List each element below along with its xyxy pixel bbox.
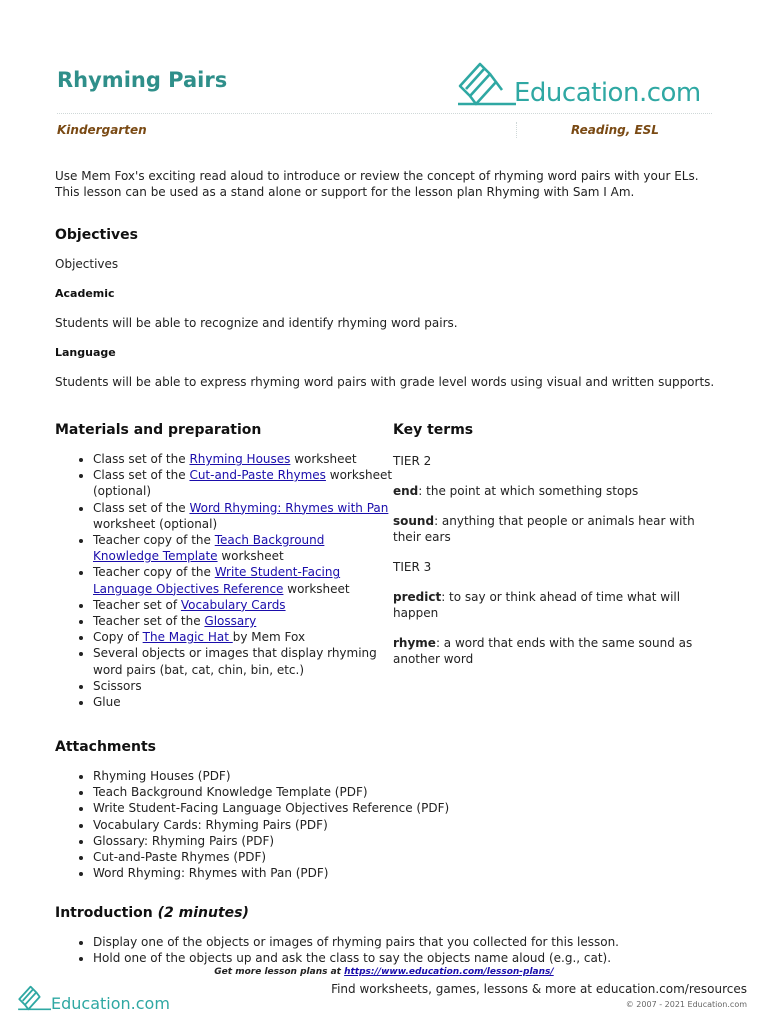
footer-cta: Get more lesson plans at https://www.education.com/lesson-plans/ — [214, 967, 554, 977]
pencil-logo-icon — [456, 56, 516, 112]
cut-and-paste-rhymes-link[interactable]: Cut-and-Paste Rhymes — [189, 468, 326, 483]
list-item: • Class set of the Cut-and-Paste Rhymes worksheet (optional) — [93, 467, 393, 499]
glossary-link[interactable]: Glossary — [204, 614, 257, 629]
tier-3-label: TIER 3 — [393, 560, 432, 574]
language-objectives-reference-link[interactable]: Write Student-Facing Language Objectives Reference — [93, 565, 341, 596]
attachment-item: • Cut-and-Paste Rhymes (PDF) — [93, 849, 693, 865]
grade-label: Kindergarten — [57, 123, 147, 137]
word-rhyming-link[interactable]: Word Rhyming: Rhymes with Pan — [189, 500, 389, 515]
attachment-item: • Vocabulary Cards: Rhyming Pairs (PDF) — [93, 817, 693, 833]
objectives-heading: Objectives — [55, 227, 138, 243]
list-item: • Several objects or images that display rhyming word pairs (bat, cat, chin, bin, etc.) — [93, 645, 393, 677]
footer-brand-name: Education.com — [51, 994, 170, 1013]
term-rhyme: rhyme: a word that ends with the same sound as another word — [393, 636, 693, 666]
attachment-item: • Word Rhyming: Rhymes with Pan (PDF) — [93, 865, 693, 881]
footer-tagline: Find worksheets, games, lessons & more at education.com/resources — [331, 982, 747, 996]
header-separator — [516, 122, 517, 138]
vocabulary-cards-link[interactable]: Vocabulary Cards — [180, 597, 286, 612]
attachments-heading: Attachments — [55, 739, 157, 755]
footer-logo[interactable] — [17, 982, 177, 1016]
list-item: • Class set of the Rhyming Houses worksheet — [93, 451, 393, 467]
magic-hat-link[interactable]: The Magic Hat — [142, 630, 233, 645]
language-objective: Students will be able to express rhyming word pairs with grade level words using visual and written supports. — [55, 375, 715, 389]
list-item: • Glue — [93, 694, 393, 710]
language-heading: Language — [55, 346, 116, 359]
list-item: • Teacher copy of the Teach Background Knowledge Template worksheet — [93, 532, 393, 564]
attachment-item: • Glossary: Rhyming Pairs (PDF) — [93, 833, 693, 849]
list-item: • Class set of the Word Rhyming: Rhymes with Pan worksheet (optional) — [93, 500, 393, 532]
lesson-plans-link[interactable]: https://www.education.com/lesson-plans/ — [344, 967, 554, 977]
term-predict: predict: to say or think ahead of time what will happen — [393, 590, 681, 620]
tier-2-label: TIER 2 — [393, 454, 432, 468]
list-item: • Scissors — [93, 678, 393, 694]
copyright: © 2007 - 2021 Education.com — [625, 1000, 747, 1009]
key-terms-list — [393, 453, 703, 667]
objectives-label: Objectives — [55, 257, 119, 271]
introduction-heading: Introduction (2 minutes) — [55, 905, 249, 921]
subjects-label: Reading, ESL — [571, 123, 659, 137]
step-item: • Hold one of the objects up and ask the class to say the objects name aloud (e.g., cat). — [93, 950, 753, 966]
pencil-logo-icon — [17, 982, 51, 1014]
page-title: Rhyming Pairs — [57, 68, 228, 92]
introduction-steps — [55, 934, 753, 966]
materials-list — [55, 451, 393, 710]
teach-background-knowledge-link[interactable]: Teach Background Knowledge Template — [93, 533, 325, 564]
academic-heading: Academic — [55, 287, 115, 300]
lesson-description: Use Mem Fox's exciting read aloud to introduce or review the concept of rhyming word pairs with your ELs. This lesson can be used as a stand alone or support for the lesson plan Rhyming with Sam I Am. — [55, 169, 699, 199]
academic-objective: Students will be able to recognize and identify rhyming word pairs. — [55, 316, 458, 330]
list-item: • Teacher copy of the Write Student-Facing Language Objectives Reference worksheet — [93, 564, 393, 596]
list-item: • Teacher set of Vocabulary Cards — [93, 597, 393, 613]
attachment-item: • Teach Background Knowledge Template (PDF) — [93, 784, 693, 800]
list-item: • Teacher set of the Glossary — [93, 613, 393, 629]
education-logo[interactable] — [456, 56, 716, 112]
materials-heading: Materials and preparation — [55, 422, 262, 438]
step-item: • Display one of the objects or images of rhyming pairs that you collected for this lesson. — [93, 934, 753, 950]
attachment-item: • Write Student-Facing Language Objectives Reference (PDF) — [93, 800, 693, 816]
attachments-list — [55, 768, 693, 881]
key-terms-heading: Key terms — [393, 422, 474, 438]
rhyming-houses-link[interactable]: Rhyming Houses — [189, 452, 291, 466]
attachment-item: • Rhyming Houses (PDF) — [93, 768, 693, 784]
term-end: end: the point at which something stops — [393, 484, 639, 498]
introduction-duration: (2 minutes) — [157, 905, 249, 921]
list-item: • Copy of The Magic Hat by Mem Fox — [93, 629, 393, 645]
header-divider — [57, 113, 712, 114]
brand-name: Education.com — [514, 78, 701, 108]
term-sound: sound: anything that people or animals hear with their ears — [393, 514, 695, 544]
